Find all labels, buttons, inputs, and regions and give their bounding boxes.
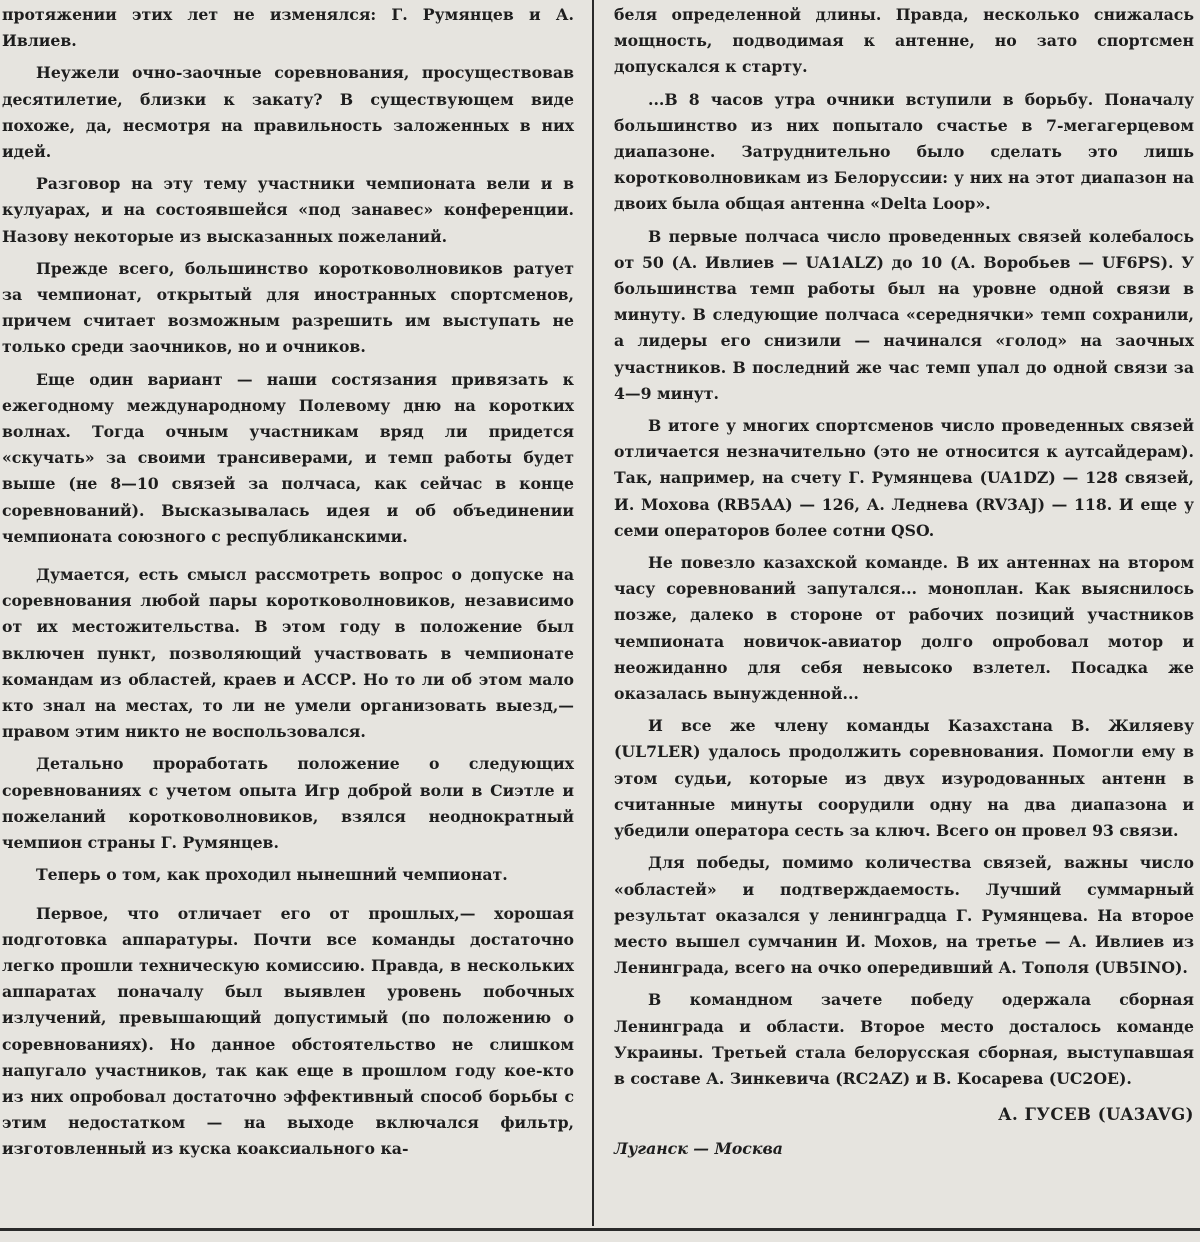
paragraph: Разговор на эту тему участники чемпионата вели и в кулуарах, и на состоявшейся «под занавес» конференции. Назову некоторые из высказанных пожеланий. <box>2 174 574 246</box>
paragraph: протяжении этих лет не изменялся: Г. Румянцев и А. Ивлиев. <box>2 5 574 51</box>
paragraph: И все же члену команды Казахстана В. Жиляеву (UL7LER) удалось продолжить соревнования. Помогли ему в этом судьи, которые из двух изуродованных антенн в считанные минуты соорудили одну на два диапазона и убедили оператора сесть за ключ. Всего он провел 93 связи. <box>614 716 1194 841</box>
paragraph: В первые полчаса число проведенных связей колебалось от 50 (А. Ивлиев — UA1ALZ) до 10 (А. Воробьев — UF6PS). У большинства темп работы был на уровне одной связи в минуту. В следующие полчаса «середнячки» темп сохранили, а лидеры его снизили — начинался «голод» на заочных участников. В последний же час темп упал до одной связи за 4—9 минут. <box>614 226 1194 403</box>
paragraph: В командном зачете победу одержала сборная Ленинграда и области. Второе место досталось команде Украины. Третьей стала белорусская сборная, выступавшая в составе А. Зинкевича (RC2AZ) и В. Косарева (UC2OE). <box>614 990 1194 1088</box>
paragraph: Теперь о том, как проходил нынешний чемпионат. <box>36 865 508 885</box>
paragraph: ...В 8 часов утра очники вступили в борьбу. Поначалу большинство из них попытало счастье в 7-мегагерцевом диапазоне. Затруднительно было сделать это лишь коротковолновикам из Белоруссии: у них на этот диапазон на двоих была общая антенна «Delta Loop». <box>614 89 1194 214</box>
column-divider <box>592 0 594 1226</box>
paragraph: Не повезло казахской команде. В их антеннах на втором часу соревнований запутался... моноплан. Как выяснилось позже, далеко в стороне от рабочих позиций участников чемпионата новичок-авиатор долго опробовал мотор и неожиданно для себя невысоко взлетел. Посадка же оказалась вынужденной... <box>614 553 1194 704</box>
right-column <box>614 2 1194 1163</box>
dateline: Луганск — Москва <box>614 1139 783 1159</box>
left-column <box>2 2 574 1163</box>
paragraph: Первое, что отличает его от прошлых,— хорошая подготовка аппаратуры. Почти все команды достаточно легко прошли техническую комиссию. Правда, в нескольких аппаратах поначалу был выявлен уровень побочных излучений, превышающий допустимый (по положению о соревнованиях). Но данное обстоятельство не слишком напугало участников, так как еще в прошлом году кое-кто из них опробовал достаточно эффективный способ борьбы с этим недостатком — на выходе включался фильтр, изготовленный из куска коаксиального ка- <box>2 903 574 1159</box>
bottom-rule <box>0 1228 1200 1231</box>
author-signature: А. ГУСЕВ (UA3AVG) <box>998 1105 1194 1125</box>
paragraph: беля определенной длины. Правда, несколько снижалась мощность, подводимая к антенне, но зато спортсмен допускался к старту. <box>614 5 1194 77</box>
paragraph: Еще один вариант — наши состязания привязать к ежегодному международному Полевому дню на коротких волнах. Тогда очным участникам вряд ли придется «скучать» за своими трансиверами, и темп работы будет выше (не 8—10 связей за полчаса, как сейчас в конце соревнований). Высказывалась идея и об объединении чемпионата союзного с республиканскими. <box>2 369 574 546</box>
paragraph: Для победы, помимо количества связей, важны число «областей» и подтверждаемость. Лучший суммарный результат оказался у ленинградца Г. Румянцева. На второе место вышел сумчанин И. Мохов, на третье — А. Ивлиев из Ленинграда, всего на очко опередивший А. Тополя (UB5INO). <box>614 853 1194 978</box>
paragraph: Неужели очно-заочные соревнования, просуществовав десятилетие, близки к закату? В существующем виде похоже, да, несмотря на правильность заложенных в них идей. <box>2 63 574 162</box>
paragraph: Прежде всего, большинство коротковолновиков ратует за чемпионат, открытый для иностранных спортсменов, причем считает возможным разрешить им выступать не только среди заочников, но и очников. <box>2 258 574 357</box>
paragraph: Детально проработать положение о следующих соревнованиях с учетом опыта Игр доброй воли в Сиэтле и пожеланий коротковолновиков, взялся неоднократный чемпион страны Г. Румянцев. <box>2 754 574 853</box>
paragraph: Думается, есть смысл рассмотреть вопрос о допуске на соревнования любой пары коротковолновиков, независимо от их местожительства. В этом году в положение был включен пункт, позволяющий участвовать в чемпионате командам из областей, краев и АССР. Но то ли об этом мало кто знал на местах, то ли не умели организовать выезд,— правом этим никто не воспользовался. <box>2 565 574 742</box>
paragraph: В итоге у многих спортсменов число проведенных связей отличается незначительно (это не относится к аутсайдерам). Так, например, на счету Г. Румянцева (UA1DZ) — 128 связей, И. Мохова (RB5AA) — 126, А. Леднева (RV3AJ) — 118. И еще у семи операторов более сотни QSO. <box>614 416 1194 540</box>
